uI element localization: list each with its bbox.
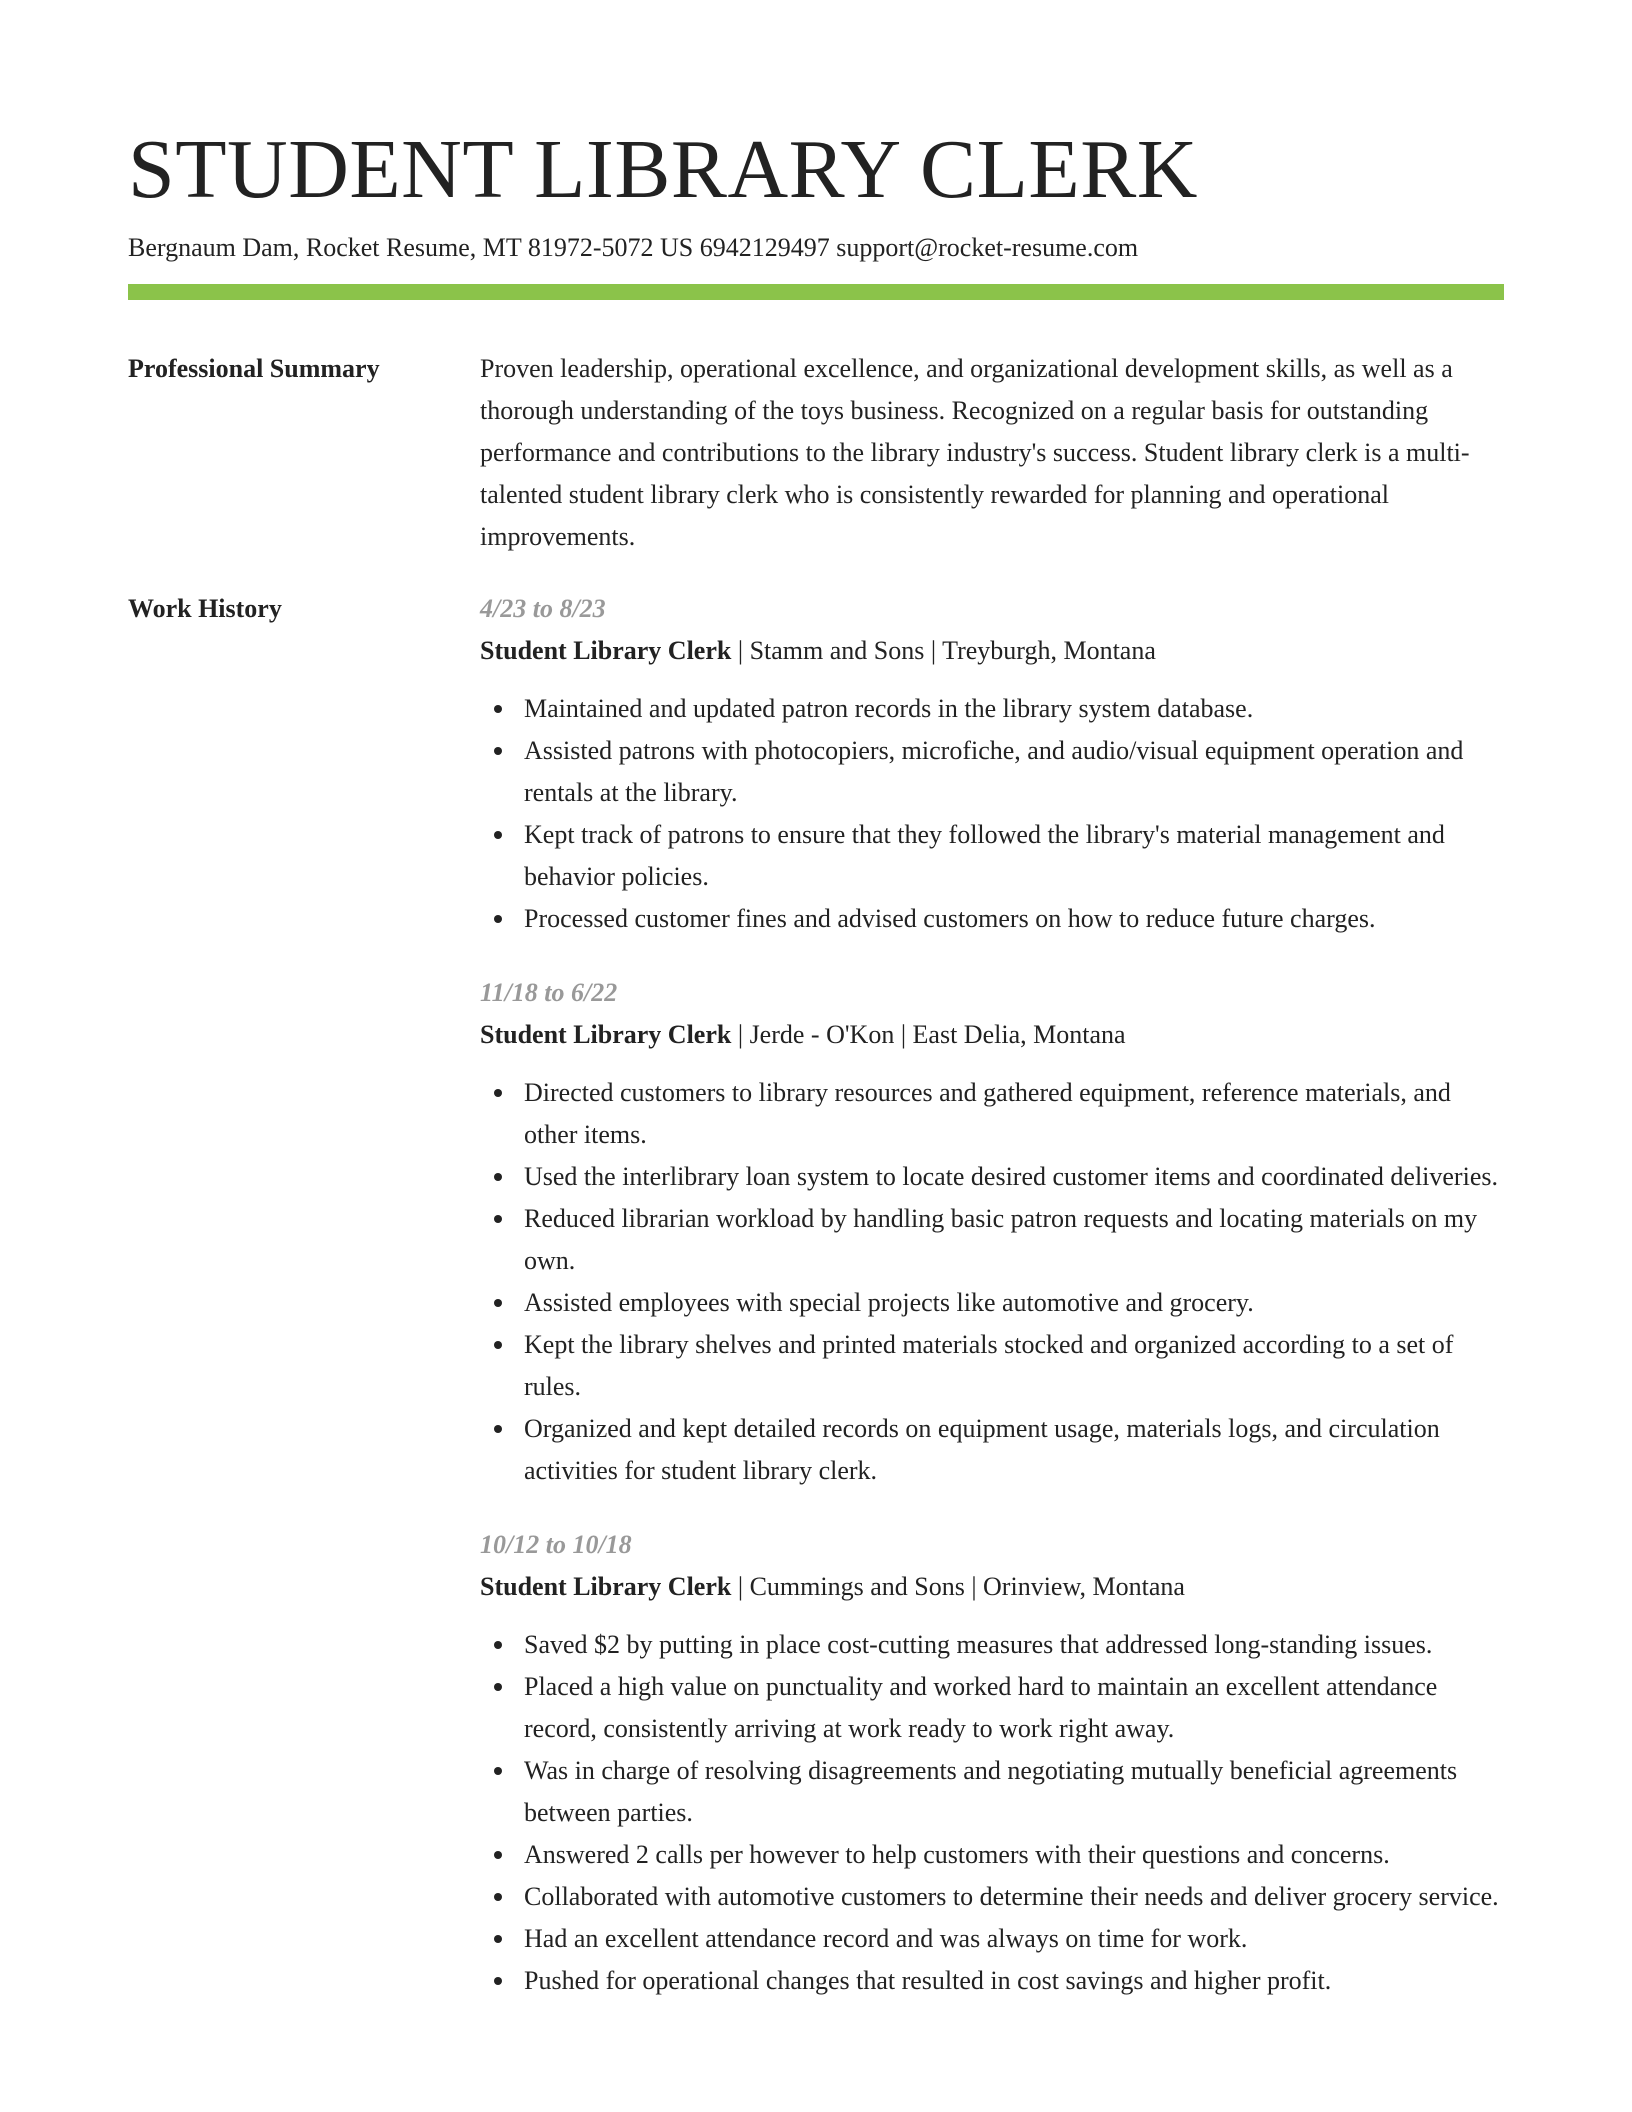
job-location: East Delia, Montana	[912, 1020, 1126, 1049]
job-separator: |	[731, 636, 750, 665]
job-bullet: Used the interlibrary loan system to locate desired customer items and coordinated deliveries.	[524, 1156, 1504, 1198]
job-separator: |	[924, 636, 943, 665]
job-separator: |	[894, 1020, 913, 1049]
job-bullet: Directed customers to library resources and gathered equipment, reference materials, and other items.	[524, 1072, 1504, 1156]
job-bullet: Saved $2 by putting in place cost-cutting measures that addressed long-standing issues.	[524, 1624, 1504, 1666]
resume-header	[128, 120, 1504, 300]
professional-summary-section	[128, 348, 1504, 558]
job-entry	[480, 588, 1504, 940]
job-bullet: Answered 2 calls per however to help customers with their questions and concerns.	[524, 1834, 1504, 1876]
job-separator: |	[964, 1572, 984, 1601]
job-bullet: Organized and kept detailed records on equipment usage, materials logs, and circulation activities for student library clerk.	[524, 1408, 1504, 1492]
job-dates: 10/12 to 10/18	[480, 1530, 632, 1559]
job-location: Orinview, Montana	[983, 1572, 1185, 1601]
job-bullet: Assisted patrons with photocopiers, microfiche, and audio/visual equipment operation and rentals at the library.	[524, 730, 1504, 814]
job-bullet: Kept track of patrons to ensure that they followed the library's material management and behavior policies.	[524, 814, 1504, 898]
job-bullet: Processed customer fines and advised customers on how to reduce future charges.	[524, 898, 1504, 940]
job-bullet: Maintained and updated patron records in the library system database.	[524, 688, 1504, 730]
summary-body	[480, 348, 1504, 558]
section-label-work-history: Work History	[128, 594, 282, 623]
job-entry	[480, 972, 1504, 1492]
job-bullet-list	[480, 688, 1504, 940]
job-separator: |	[731, 1572, 750, 1601]
accent-divider	[128, 284, 1504, 300]
job-heading	[480, 1014, 1504, 1056]
job-bullet: Assisted employees with special projects like automotive and grocery.	[524, 1282, 1504, 1324]
job-title: Student Library Clerk	[480, 636, 732, 665]
resume-name: STUDENT LIBRARY CLERK	[128, 123, 1198, 216]
job-title: Student Library Clerk	[480, 1572, 732, 1601]
job-bullet: Had an excellent attendance record and was always on time for work.	[524, 1918, 1504, 1960]
contact-line: Bergnaum Dam, Rocket Resume, MT 81972-5072 US 6942129497 support@rocket-resume.com	[128, 233, 1139, 262]
job-location: Treyburgh, Montana	[942, 636, 1156, 665]
work-history-section	[128, 588, 1504, 2034]
job-entry	[480, 1524, 1504, 2002]
job-company: Jerde - O'Kon	[749, 1020, 895, 1049]
job-bullet: Pushed for operational changes that resulted in cost savings and higher profit.	[524, 1960, 1504, 2002]
job-separator: |	[731, 1020, 750, 1049]
job-bullet: Was in charge of resolving disagreements and negotiating mutually beneficial agreements between parties.	[524, 1750, 1504, 1834]
job-company: Stamm and Sons	[749, 636, 925, 665]
job-bullet-list	[480, 1624, 1504, 2002]
job-bullet-list	[480, 1072, 1504, 1492]
section-label-summary: Professional Summary	[128, 354, 380, 383]
job-heading	[480, 630, 1504, 672]
job-dates: 4/23 to 8/23	[480, 594, 606, 623]
job-company: Cummings and Sons	[749, 1572, 965, 1601]
job-dates: 11/18 to 6/22	[480, 978, 618, 1007]
job-title: Student Library Clerk	[480, 1020, 732, 1049]
job-bullet: Collaborated with automotive customers to determine their needs and deliver grocery service.	[524, 1876, 1504, 1918]
work-history-body	[480, 588, 1504, 2034]
summary-text: Proven leadership, operational excellence, and organizational development skills, as well as a thorough understanding of the toys business. Recognized on a regular basis for outstanding performance and contributions to the library industry's success. Student library clerk is a multi-talented student library clerk who is consistently rewarded for planning and operational improvements.	[480, 354, 1470, 551]
job-bullet: Placed a high value on punctuality and worked hard to maintain an excellent attendance record, consistently arriving at work ready to work right away.	[524, 1666, 1504, 1750]
job-bullet: Reduced librarian workload by handling basic patron requests and locating materials on my own.	[524, 1198, 1504, 1282]
job-bullet: Kept the library shelves and printed materials stocked and organized according to a set of rules.	[524, 1324, 1504, 1408]
job-heading	[480, 1566, 1504, 1608]
resume-page	[128, 120, 1504, 2034]
